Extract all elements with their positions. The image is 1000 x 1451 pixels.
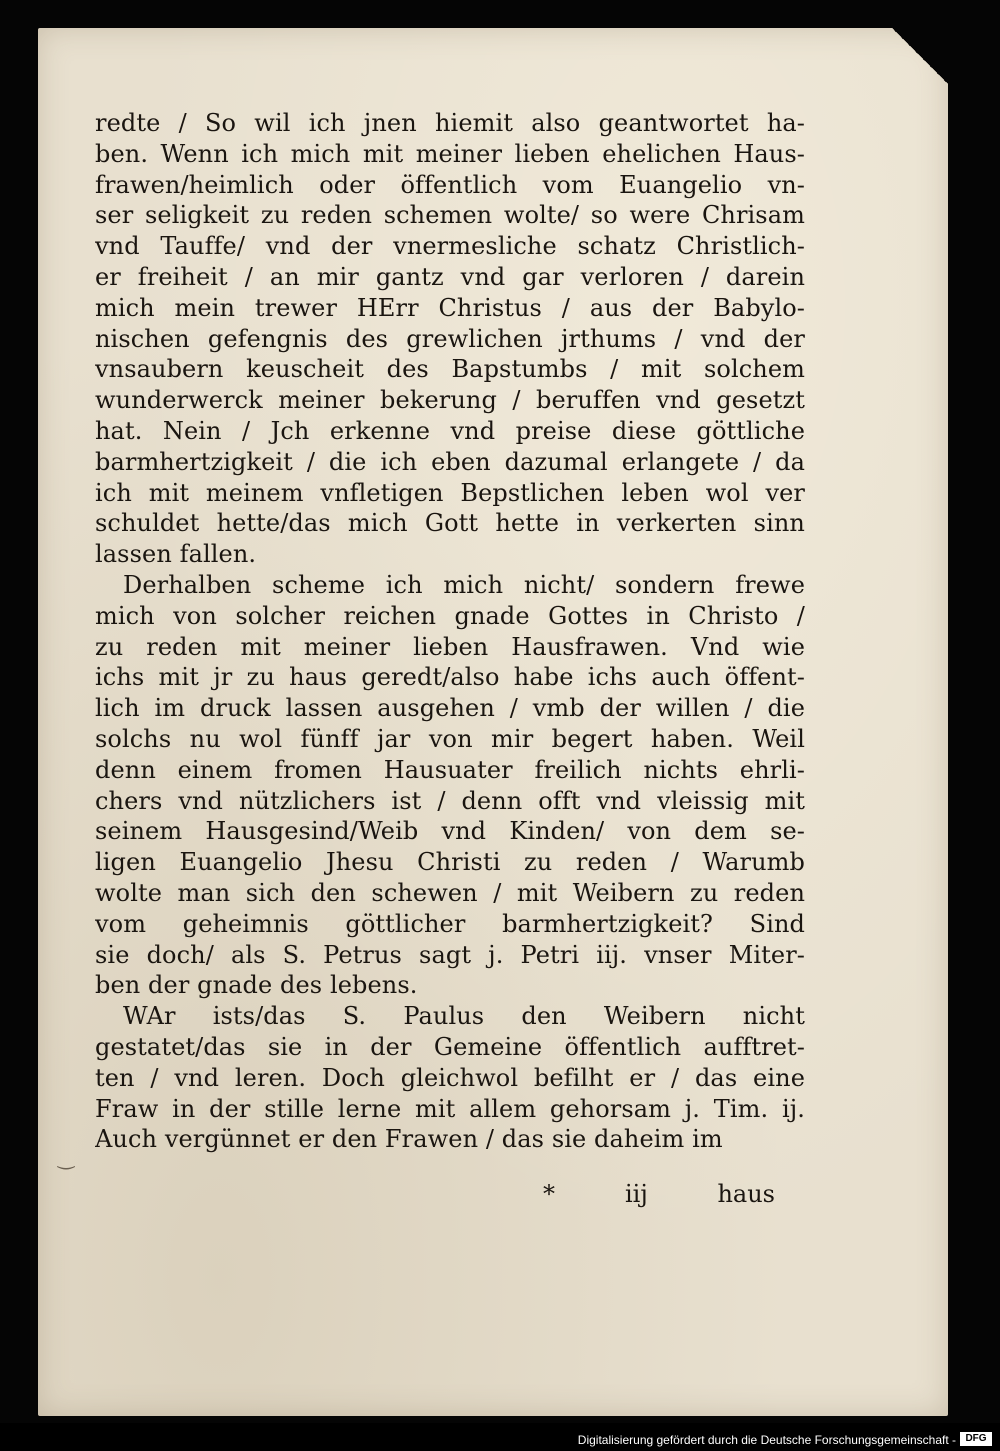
text-line: er freiheit / an mir gantz vnd gar verloren / darein xyxy=(95,262,805,291)
text-line: vnsaubern keuscheit des Bapstumbs / mit solchem xyxy=(95,355,805,384)
text-line: vnd Tauffe/ vnd der vnermesliche schatz Christlich- xyxy=(95,232,805,261)
text-line: ichs mit jr zu haus geredt/also habe ichs auch öffent- xyxy=(95,663,805,692)
catchword: haus xyxy=(717,1180,775,1208)
text-line: Derhalben scheme ich mich nicht/ sondern frewe xyxy=(123,570,805,599)
page-text xyxy=(95,108,805,1155)
ink-speck: ‿ xyxy=(58,1146,75,1170)
text-line: zu reden mit meiner lieben Hausfrawen. Vnd wie xyxy=(95,632,805,661)
text-line: vom geheimnis göttlicher barmhertzigkeit? Sind xyxy=(95,909,805,938)
text-line: denn einem fromen Hausuater freilich nichts ehrli- xyxy=(95,755,805,784)
text-line: mich von solcher reichen gnade Gottes in Christo / xyxy=(95,601,805,630)
signature-number: iij xyxy=(625,1180,648,1208)
dfg-logo: DFG xyxy=(960,1432,992,1446)
text-line: ligen Euangelio Jhesu Christi zu reden / Warumb xyxy=(95,848,805,877)
text-line: Auch vergünnet er den Frawen / das sie daheim im xyxy=(95,1125,723,1154)
text-line: ben der gnade des lebens. xyxy=(95,971,418,1000)
text-line: mich mein trewer HErr Christus / aus der Babylo- xyxy=(95,293,805,322)
text-line: Fraw in der stille lerne mit allem gehorsam j. Tim. ij. xyxy=(95,1094,805,1123)
text-line: solchs nu wol fünff jar von mir begert haben. Weil xyxy=(95,724,805,753)
text-line: wunderwerck meiner bekerung / beruffen vnd gesetzt xyxy=(95,386,805,415)
text-line: schuldet hette/das mich Gott hette in verkerten sinn xyxy=(95,509,805,538)
digitization-footer xyxy=(0,1423,1000,1451)
text-line: sie doch/ als S. Petrus sagt j. Petri iij. vnser Miter- xyxy=(95,940,805,969)
text-line: wolte man sich den schewen / mit Weibern zu reden xyxy=(95,878,805,907)
text-line: ser seligkeit zu reden schemen wolte/ so were Chrisam xyxy=(95,201,805,230)
page-footer-line xyxy=(95,1180,775,1212)
text-line: hat. Nein / Jch erkenne vnd preise diese göttliche xyxy=(95,416,805,445)
text-line: ich mit meinem vnfletigen Bepstlichen leben wol ver xyxy=(95,478,805,507)
text-line: seinem Hausgesind/Weib vnd Kinden/ von dem se- xyxy=(95,817,805,846)
text-line: WAr ists/das S. Paulus den Weibern nicht xyxy=(123,1002,805,1031)
text-line: nischen gefengnis des grewlichen jrthums / vnd der xyxy=(95,324,805,353)
text-line: ben. Wenn ich mich mit meiner lieben ehelichen Haus- xyxy=(95,139,805,168)
book-page xyxy=(38,28,948,1416)
text-line: gestatet/das sie in der Gemeine öffentlich aufftret- xyxy=(95,1032,805,1061)
text-line: barmhertzigkeit / die ich eben dazumal erlangete / da xyxy=(95,447,805,476)
text-line: ten / vnd leren. Doch gleichwol befilht er / das eine xyxy=(95,1063,805,1092)
text-line: redte / So wil ich jnen hiemit also geantwortet ha- xyxy=(95,109,805,137)
text-line: lassen fallen. xyxy=(95,540,257,569)
signature-mark: * xyxy=(543,1180,555,1208)
text-line: frawen/heimlich oder öffentlich vom Euangelio vn- xyxy=(95,170,805,199)
page-corner-fold xyxy=(890,26,950,86)
text-line: chers vnd nützlichers ist / denn offt vnd vleissig mit xyxy=(95,786,805,815)
funding-credit: Digitalisierung gefördert durch die Deutsche Forschungsgemeinschaft - xyxy=(577,1433,956,1447)
text-line: lich im druck lassen ausgehen / vmb der willen / die xyxy=(95,694,805,723)
